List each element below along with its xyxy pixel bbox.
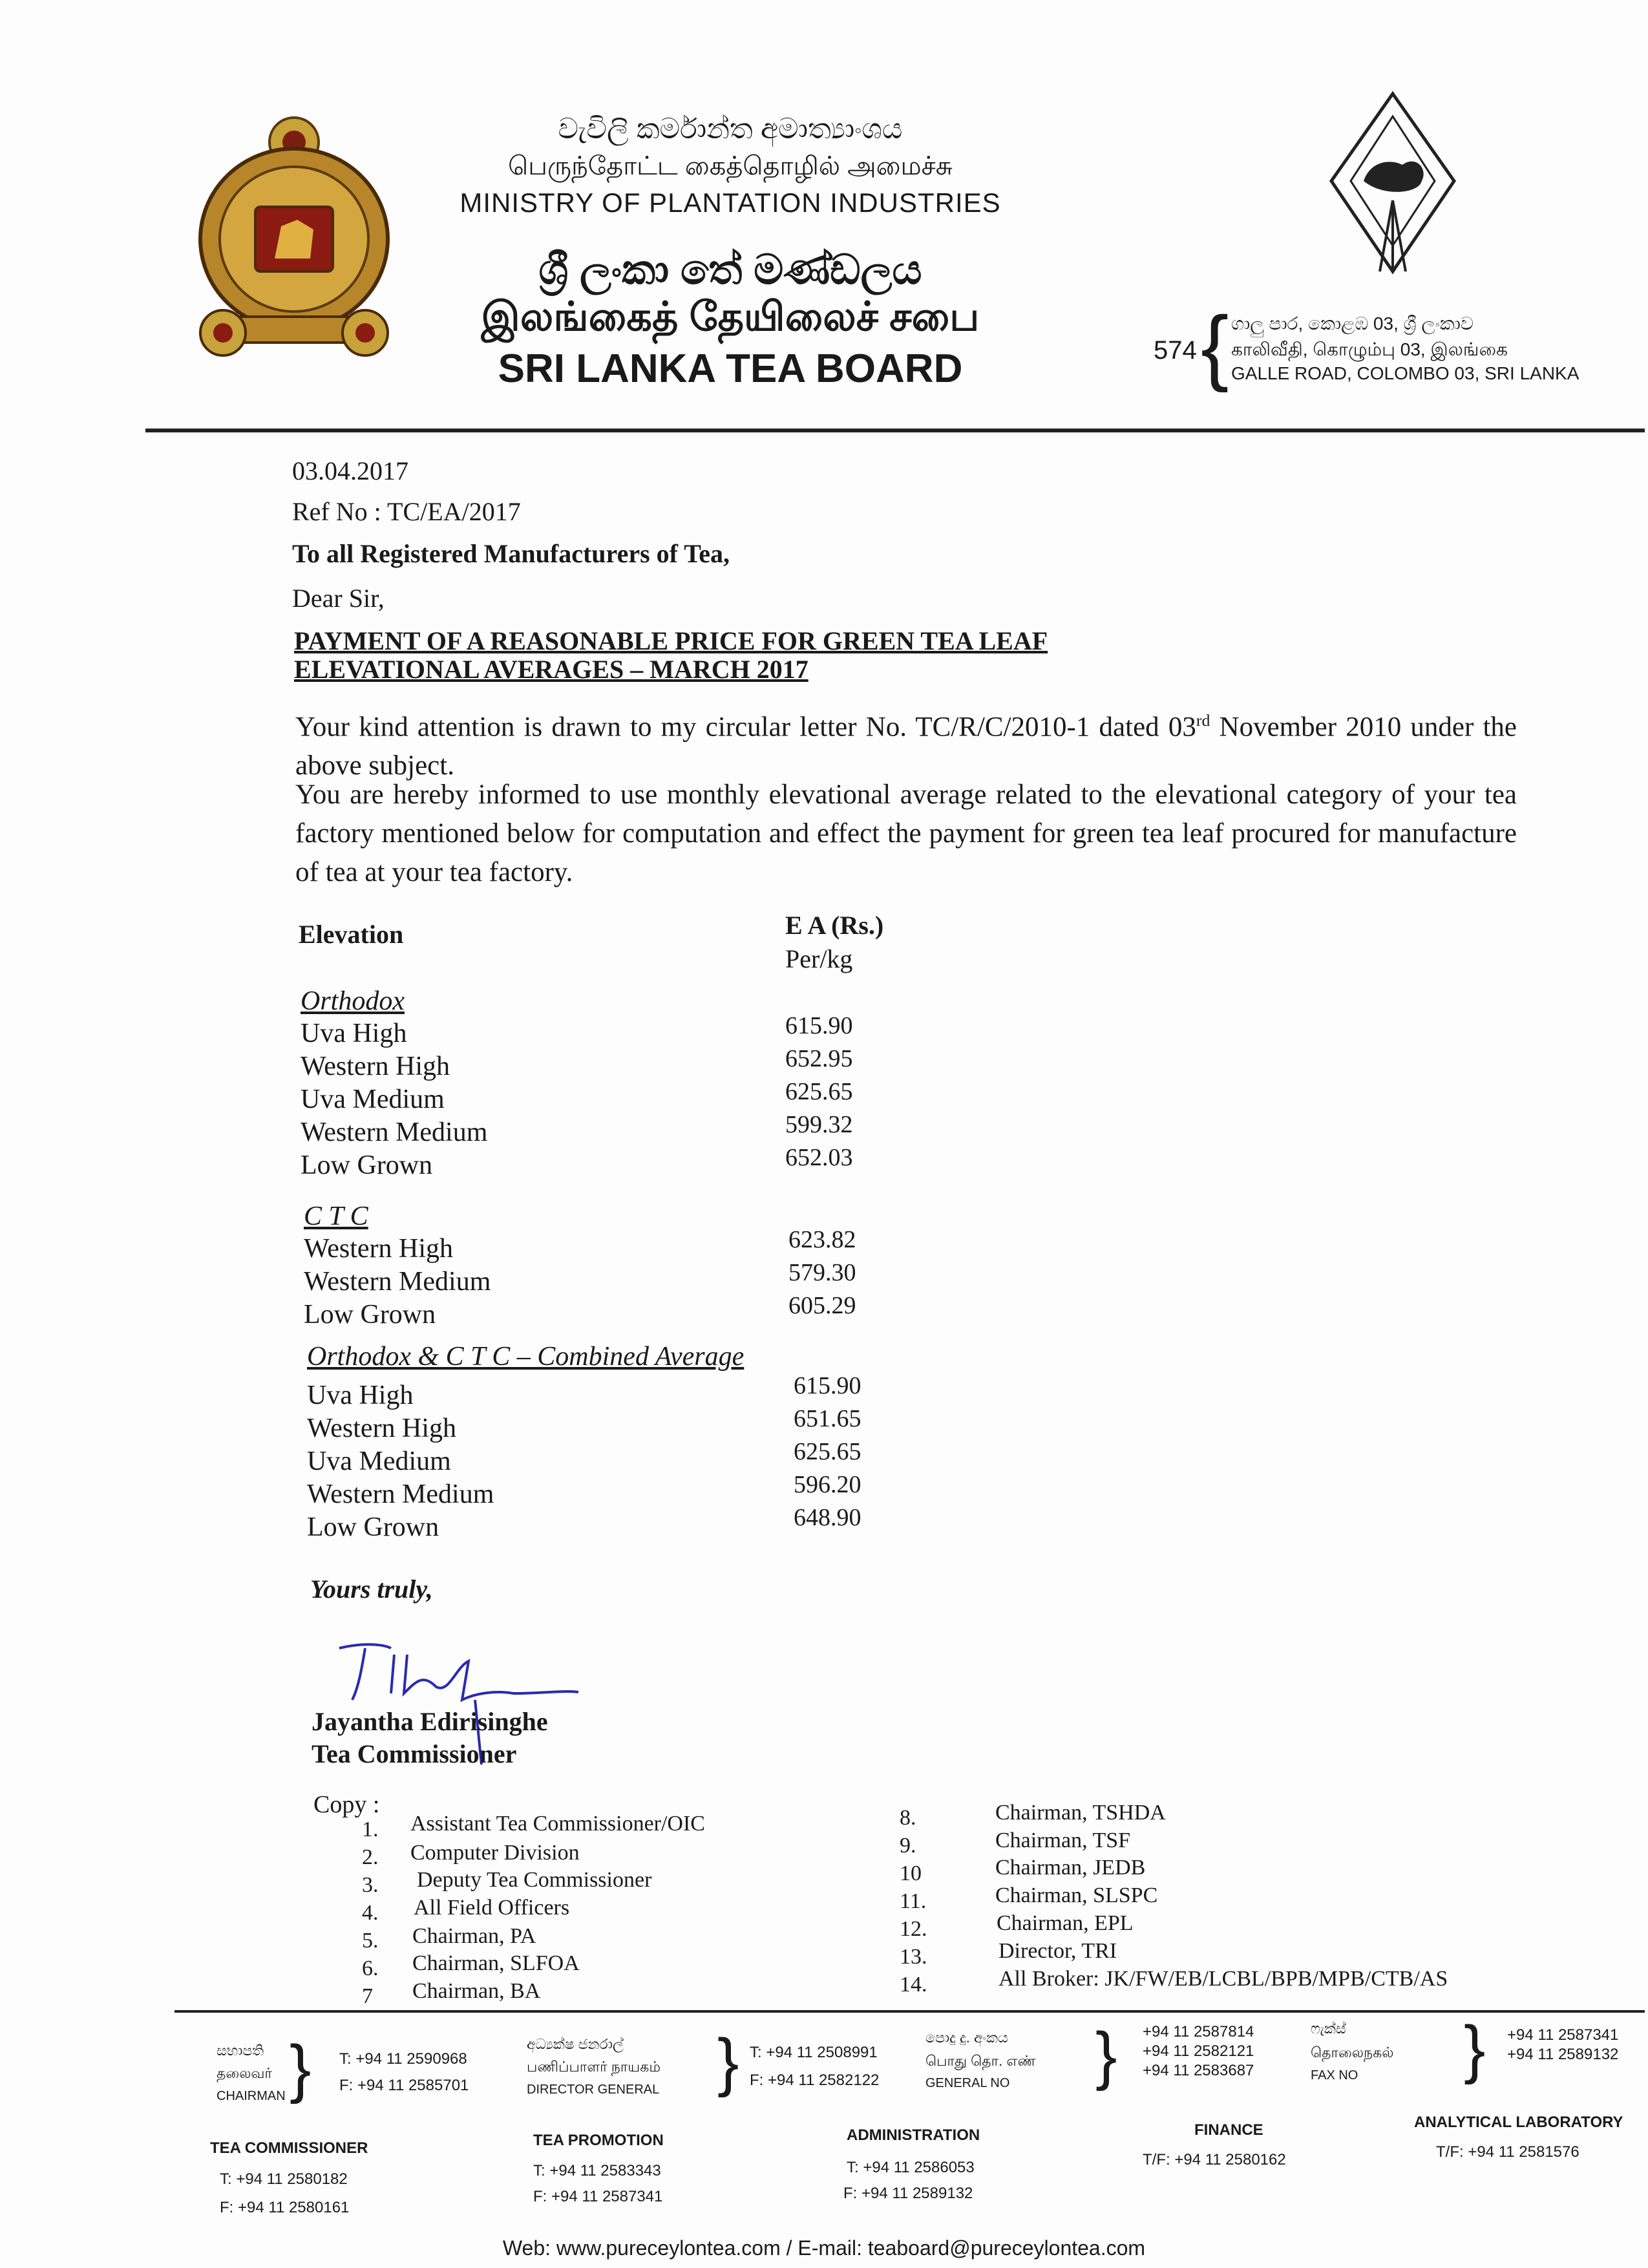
orthodox-row-name: Uva High: [301, 1019, 407, 1048]
salutation: Dear Sir,: [292, 584, 385, 613]
orthodox-row-value: 652.95: [785, 1045, 853, 1072]
chairman-telephone: T: +94 11 2590968: [339, 2050, 467, 2068]
combined-row-name: Western High: [307, 1414, 457, 1443]
administration-title: ADMINISTRATION: [847, 2126, 980, 2144]
paragraph-1-part-a: Your kind attention is drawn to my circular letter No. TC/R/C/2010-1 dated 03: [295, 712, 1196, 743]
director-general-tamil: பணிப்பாளர் நாயகம்: [527, 2059, 661, 2075]
fax-tamil: தொலைநகல்: [1311, 2044, 1394, 2061]
board-tamil: இலங்கைத் தேயிலைச் சபை: [481, 295, 980, 339]
brace: }: [1464, 2013, 1486, 2085]
tea-promotion-fax: F: +94 11 2587341: [533, 2188, 663, 2205]
combined-row-value: 648.90: [794, 1504, 861, 1531]
orthodox-row-value: 615.90: [785, 1012, 853, 1039]
letter-date: 03.04.2017: [292, 456, 408, 485]
copy-recipient: All Field Officers: [414, 1896, 570, 1920]
ctc-row-name: Low Grown: [304, 1300, 436, 1330]
copy-recipient: Computer Division: [410, 1841, 580, 1865]
orthodox-row-name: Low Grown: [301, 1150, 433, 1180]
copy-number: 4.: [362, 1901, 379, 1925]
paragraph-2: You are hereby informed to use monthly elevational average related to the elevational category of your tea factory mentioned below for computation and effect the payment for green tea leaf procured for manufacture of tea at your tea factory.: [295, 779, 1517, 887]
orthodox-row-name: Western Medium: [301, 1118, 488, 1147]
board-english: SRI LANKA TEA BOARD: [498, 346, 963, 391]
combined-row-value: 625.65: [794, 1438, 861, 1465]
paragraph-1: [295, 701, 1517, 785]
copy-number: 7: [362, 1984, 373, 2008]
signer-title: Tea Commissioner: [312, 1739, 517, 1768]
fax-number: +94 11 2587341: [1507, 2026, 1619, 2044]
copy-recipient: Chairman, TSHDA: [995, 1801, 1166, 1825]
closing-phrase: Yours truly,: [310, 1574, 433, 1604]
tea-promotion-telephone: T: +94 11 2583343: [533, 2162, 661, 2179]
copy-number: 9.: [900, 1834, 916, 1858]
administration-fax: F: +94 11 2589132: [843, 2185, 973, 2202]
copy-recipient: Chairman, PA: [412, 1924, 536, 1948]
combined-row-name: Uva High: [307, 1381, 414, 1410]
copy-recipient: Chairman, SLSPC: [995, 1883, 1158, 1907]
copy-number: 14.: [900, 1973, 927, 1997]
address-sinhala: ගාලු පාර, කොළඹ 03, ශ්‍රී ලංකාව: [1231, 313, 1474, 334]
copy-recipient: Chairman, BA: [412, 1979, 541, 2003]
director-general-label: DIRECTOR GENERAL: [527, 2083, 660, 2097]
ctc-row-value: 579.30: [788, 1259, 856, 1286]
copy-recipient: Deputy Tea Commissioner: [417, 1868, 652, 1892]
finance-title: FINANCE: [1194, 2121, 1263, 2139]
ministry-english: MINISTRY OF PLANTATION INDUSTRIES: [460, 187, 1001, 218]
general-number: +94 11 2587814: [1143, 2023, 1254, 2040]
ministry-tamil: பெருந்தோட்ட கைத்தொழில் அமைச்சு: [508, 152, 953, 180]
copy-number: 5.: [362, 1929, 379, 1953]
copy-recipient: Chairman, SLFOA: [412, 1951, 580, 1975]
copy-number: 2.: [362, 1845, 379, 1869]
subject-line-2: ELEVATIONAL AVERAGES – MARCH 2017: [294, 655, 808, 684]
copy-number: 13.: [900, 1945, 927, 1969]
sri-lanka-emblem-icon: [194, 110, 394, 368]
fax-label: FAX NO: [1311, 2068, 1358, 2083]
ctc-row-name: Western High: [304, 1234, 454, 1264]
web-email-footer: Web: www.pureceylontea.com / E-mail: teaboard@pureceylontea.com: [502, 2236, 1146, 2260]
copy-recipient: Chairman, JEDB: [995, 1856, 1146, 1880]
finance-telephone-fax: T/F: +94 11 2580162: [1143, 2151, 1286, 2168]
address-tamil: காலிவீதி, கொழும்பு 03, இலங்கை: [1231, 339, 1508, 359]
chairman-label: CHAIRMAN: [217, 2089, 286, 2103]
general-no-tamil: பொது தொ. எண்: [925, 2053, 1036, 2069]
ctc-row-name: Western Medium: [304, 1267, 491, 1297]
subject-line-1: PAYMENT OF A REASONABLE PRICE FOR GREEN TEA LEAF: [294, 626, 1048, 655]
copy-number: 1.: [362, 1818, 379, 1841]
tea-promotion-title: TEA PROMOTION: [533, 2132, 664, 2149]
administration-telephone: T: +94 11 2586053: [847, 2159, 975, 2176]
tea-board-lion-logo-icon: [1325, 90, 1461, 284]
copy-recipient: Director, TRI: [998, 1939, 1117, 1963]
chairman-sinhala: සභාපති: [217, 2042, 264, 2059]
combined-row-name: Low Grown: [307, 1512, 439, 1542]
combined-row-value: 596.20: [794, 1471, 861, 1498]
ctc-row-value: 605.29: [788, 1292, 856, 1319]
combined-title: Orthodox & C T C – Combined Average: [307, 1342, 745, 1372]
signer-name: Jayantha Edirisinghe: [312, 1707, 548, 1736]
tea-commissioner-telephone: T: +94 11 2580182: [220, 2170, 348, 2188]
footer-divider: [174, 2010, 1645, 2013]
chairman-tamil: தலைவர்: [217, 2065, 272, 2081]
copy-number: 6.: [362, 1956, 379, 1980]
copy-number: 3.: [362, 1873, 379, 1897]
orthodox-title: Orthodox: [301, 986, 405, 1016]
ea-header: E A (Rs.): [785, 911, 884, 940]
address-brace: {: [1201, 299, 1229, 393]
address-number: 574: [1154, 336, 1197, 365]
tea-commissioner-title: TEA COMMISSIONER: [210, 2139, 368, 2157]
copy-recipient: All Broker: JK/FW/EB/LCBL/BPB/MPB/CTB/AS: [998, 1967, 1448, 1991]
paragraph-1-part-b: November 2010 under the above subject.: [295, 712, 1517, 781]
tea-commissioner-fax: F: +94 11 2580161: [220, 2199, 350, 2216]
fax-sinhala: ෆැක්ස්: [1311, 2020, 1346, 2037]
director-general-fax: F: +94 11 2582122: [750, 2072, 880, 2089]
orthodox-row-value: 625.65: [785, 1078, 853, 1105]
elevation-header: Elevation: [299, 920, 404, 949]
ea-unit: Per/kg: [785, 944, 853, 973]
brace: }: [290, 2032, 312, 2104]
combined-row-name: Uva Medium: [307, 1447, 451, 1476]
orthodox-row-value: 599.32: [785, 1111, 853, 1138]
combined-row-value: 615.90: [794, 1372, 861, 1399]
director-general-sinhala: අධ්‍යක්ෂ ජනරාල්: [527, 2036, 624, 2052]
general-no-label: GENERAL NO: [925, 2076, 1010, 2090]
reference-number: Ref No : TC/EA/2017: [292, 497, 521, 526]
analytical-laboratory-title: ANALYTICAL LABORATORY: [1414, 2114, 1623, 2131]
board-sinhala: ශ්‍රී ලංකා තේ මණ්ඩලය: [538, 246, 922, 293]
copy-number: 11.: [900, 1889, 927, 1913]
brace: }: [1095, 2019, 1117, 2092]
copy-recipient: Chairman, EPL: [997, 1911, 1134, 1935]
ctc-title: C T C: [304, 1202, 368, 1231]
ministry-sinhala: වැවිලි කර්මාන්ත අමාත්‍යාංශය: [558, 113, 903, 145]
orthodox-row-value: 652.03: [785, 1144, 853, 1171]
general-no-sinhala: පොදු දු. අංකය: [925, 2030, 1008, 2046]
recipient: To all Registered Manufacturers of Tea,: [292, 539, 730, 568]
address-english: GALLE ROAD, COLOMBO 03, SRI LANKA: [1231, 363, 1579, 383]
brace: }: [717, 2026, 739, 2098]
header-divider: [145, 429, 1645, 432]
analytical-laboratory-telephone-fax: T/F: +94 11 2581576: [1436, 2143, 1579, 2161]
combined-row-value: 651.65: [794, 1405, 861, 1432]
copy-number: 10: [900, 1861, 922, 1885]
copy-number: 8.: [900, 1806, 916, 1830]
general-number: +94 11 2582121: [1143, 2042, 1254, 2060]
fax-number: +94 11 2589132: [1507, 2046, 1619, 2063]
copy-number: 12.: [900, 1917, 927, 1941]
orthodox-row-name: Western High: [301, 1052, 450, 1081]
copy-heading: Copy :: [313, 1791, 380, 1818]
copy-recipient: Assistant Tea Commissioner/OIC: [410, 1812, 705, 1836]
general-number: +94 11 2583687: [1143, 2062, 1254, 2079]
copy-recipient: Chairman, TSF: [995, 1828, 1131, 1852]
orthodox-row-name: Uva Medium: [301, 1085, 445, 1114]
paragraph-1-superscript: rd: [1196, 711, 1210, 730]
chairman-fax: F: +94 11 2585701: [339, 2077, 469, 2094]
director-general-telephone: T: +94 11 2508991: [750, 2044, 878, 2061]
combined-row-name: Western Medium: [307, 1479, 494, 1509]
ctc-row-value: 623.82: [788, 1226, 856, 1253]
